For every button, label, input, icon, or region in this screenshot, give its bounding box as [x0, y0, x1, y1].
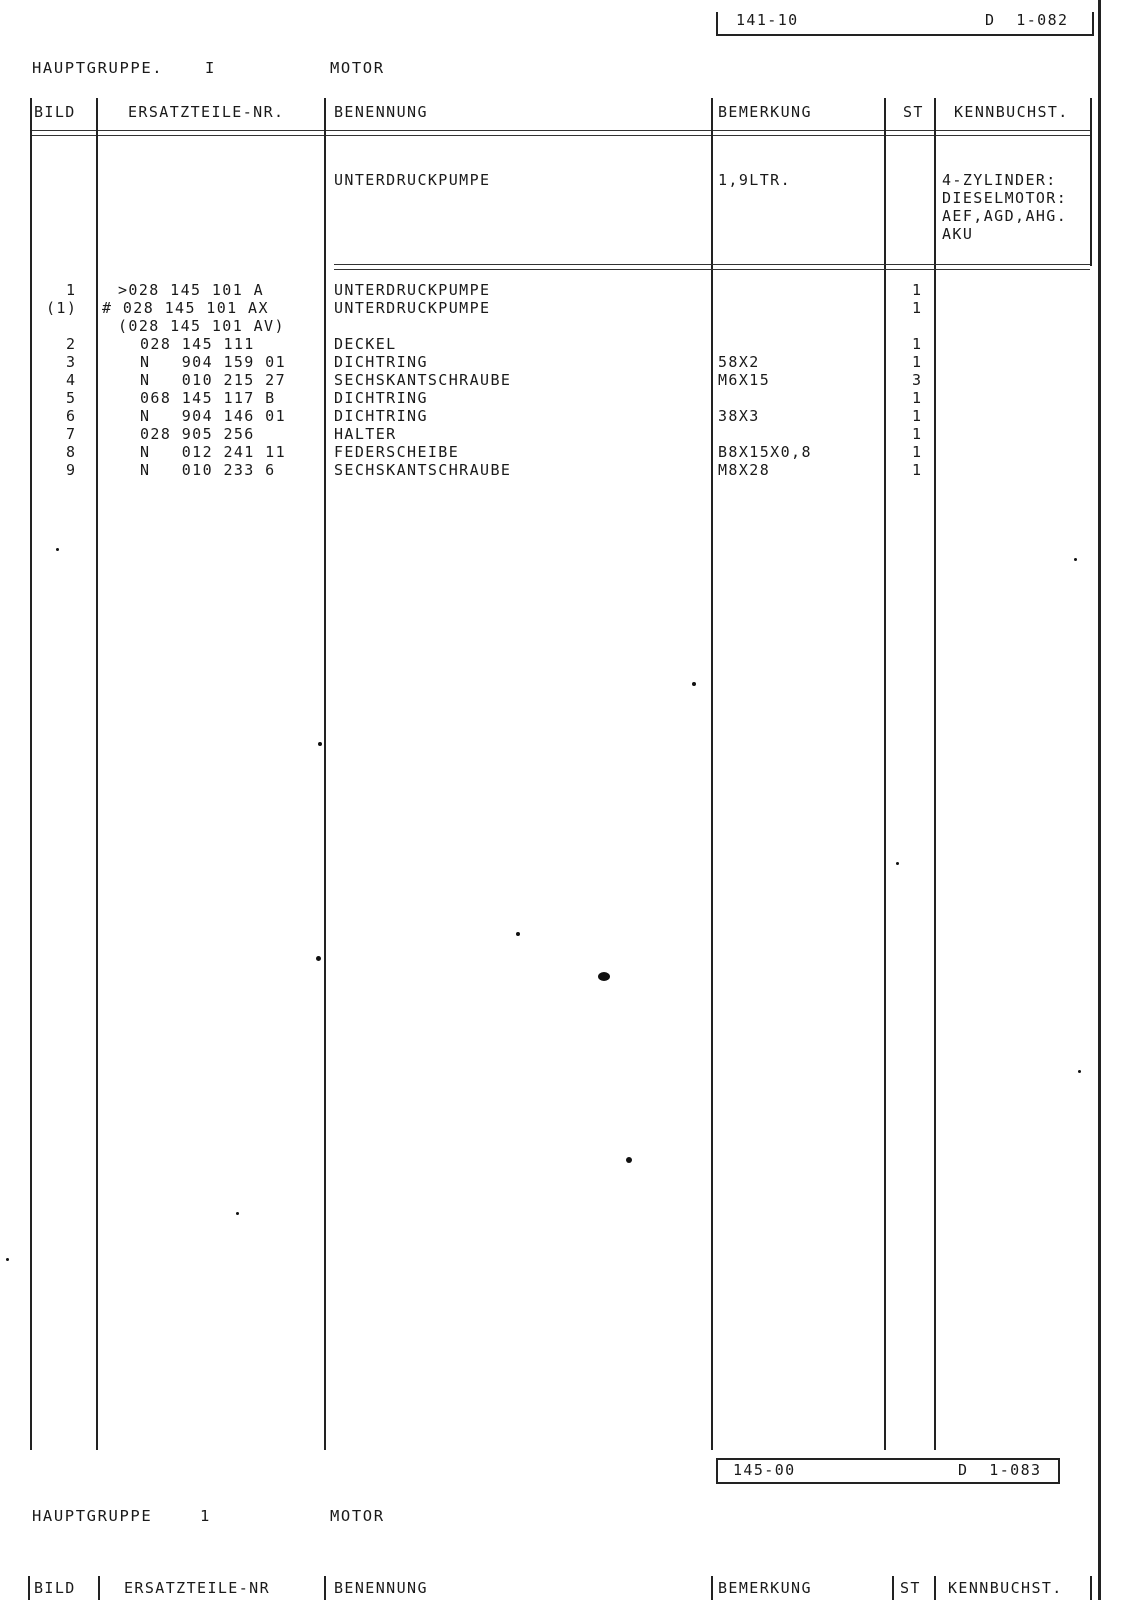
col-header-benennung: BENENNUNG: [334, 103, 428, 121]
next-hauptgruppe-label: HAUPTGRUPPE: [32, 1507, 153, 1525]
col-sep-bild: [96, 98, 98, 1450]
scan-speck: [896, 862, 899, 865]
scan-speck: [626, 1157, 632, 1163]
row-st: 1: [912, 425, 923, 443]
col-sep-right: [1090, 98, 1092, 266]
row-st: 1: [912, 461, 923, 479]
row-benennung: SECHSKANTSCHRAUBE: [334, 461, 512, 479]
row-bemerkung: B8X15X0,8: [718, 443, 812, 461]
row-st: 1: [912, 335, 923, 353]
next-col-sep-benennung: [711, 1576, 713, 1600]
row-part-number: N 904 146 01: [140, 407, 287, 425]
scan-speck: [236, 1212, 239, 1215]
row-part-number: >028 145 101 A: [118, 281, 265, 299]
row-st: 3: [912, 371, 923, 389]
col-header-ersatzteile: ERSATZTEILE-NR.: [128, 103, 285, 121]
row-part-number: 068 145 117 B: [140, 389, 276, 407]
col-header-st: ST: [903, 103, 924, 121]
col-sep-bemerkung: [884, 98, 886, 1450]
next-col-sep-right: [1090, 1576, 1092, 1600]
row-part-number: N 010 233 6: [140, 461, 276, 479]
header-double-rule: [32, 130, 1090, 136]
scan-speck: [516, 932, 520, 936]
section-bemerkung: 1,9LTR.: [718, 171, 792, 189]
row-bild: 8: [66, 443, 77, 461]
row-benennung: HALTER: [334, 425, 397, 443]
scan-speck: [1078, 1070, 1081, 1073]
next-page-title: MOTOR: [330, 1507, 385, 1525]
next-col-header-bemerkung: BEMERKUNG: [718, 1579, 812, 1597]
next-hauptgruppe-number: 1: [200, 1507, 211, 1525]
next-col-sep-st: [934, 1576, 936, 1600]
bottom-group-code: 145-00: [733, 1461, 796, 1479]
row-benennung: UNTERDRUCKPUMPE: [334, 299, 491, 317]
row-benennung: DECKEL: [334, 335, 397, 353]
section-double-rule: [334, 264, 1090, 270]
row-bild: 1: [66, 281, 77, 299]
row-part-number: N 012 241 11: [140, 443, 287, 461]
row-part-number: N 010 215 27: [140, 371, 287, 389]
col-sep-st: [934, 98, 936, 1450]
col-header-bemerkung: BEMERKUNG: [718, 103, 812, 121]
row-part-number: # 028 145 101 AX: [102, 299, 269, 317]
top-page-code: D 1-082: [985, 11, 1069, 29]
row-bild: 3: [66, 353, 77, 371]
row-benennung: DICHTRING: [334, 407, 428, 425]
scan-speck: [1074, 558, 1077, 561]
col-sep-left: [30, 98, 32, 1450]
row-bild: 6: [66, 407, 77, 425]
row-st: 1: [912, 281, 923, 299]
scan-speck: [316, 956, 321, 961]
next-col-header-bild: BILD: [34, 1579, 76, 1597]
row-bild: (1): [46, 299, 78, 317]
next-col-sep-ersatzteile: [324, 1576, 326, 1600]
section-kenn-line-4: AKU: [942, 225, 974, 243]
row-st: 1: [912, 443, 923, 461]
scan-speck: [598, 972, 610, 981]
row-benennung: UNTERDRUCKPUMPE: [334, 281, 491, 299]
scan-speck: [56, 548, 59, 551]
row-part-number: 028 145 111: [140, 335, 255, 353]
row-st: 1: [912, 299, 923, 317]
col-header-bild: BILD: [34, 103, 76, 121]
row-bild: 2: [66, 335, 77, 353]
row-part-number: 028 905 256: [140, 425, 255, 443]
top-group-code: 141-10: [736, 11, 799, 29]
next-col-header-ersatzteile: ERSATZTEILE-NR: [124, 1579, 271, 1597]
row-st: 1: [912, 353, 923, 371]
row-bild: 5: [66, 389, 77, 407]
row-st: 1: [912, 389, 923, 407]
row-benennung: SECHSKANTSCHRAUBE: [334, 371, 512, 389]
row-bild: 4: [66, 371, 77, 389]
row-st: 1: [912, 407, 923, 425]
row-benennung: FEDERSCHEIBE: [334, 443, 460, 461]
row-bemerkung: 58X2: [718, 353, 760, 371]
next-col-header-kennbuchst: KENNBUCHST.: [948, 1579, 1063, 1597]
hauptgruppe-label: HAUPTGRUPPE.: [32, 59, 164, 77]
section-kenn-line-3: AEF,AGD,AHG.: [942, 207, 1068, 225]
row-bemerkung: M6X15: [718, 371, 771, 389]
scan-speck: [6, 1258, 9, 1261]
section-kenn-line-1: 4-ZYLINDER:: [942, 171, 1057, 189]
row-bild: 9: [66, 461, 77, 479]
row-bemerkung: 38X3: [718, 407, 760, 425]
hauptgruppe-number: I: [205, 59, 216, 77]
section-benennung: UNTERDRUCKPUMPE: [334, 171, 491, 189]
right-margin-line: [1098, 0, 1101, 1600]
col-sep-benennung: [711, 98, 713, 1450]
row-bemerkung: M8X28: [718, 461, 771, 479]
scan-speck: [692, 682, 696, 686]
row-benennung: DICHTRING: [334, 389, 428, 407]
next-col-sep-bild: [98, 1576, 100, 1600]
section-kenn-line-2: DIESELMOTOR:: [942, 189, 1068, 207]
row-part-number: N 904 159 01: [140, 353, 287, 371]
col-header-kennbuchst: KENNBUCHST.: [954, 103, 1069, 121]
row-bild: 7: [66, 425, 77, 443]
row-part-number: (028 145 101 AV): [118, 317, 285, 335]
next-col-header-benennung: BENENNUNG: [334, 1579, 428, 1597]
bottom-page-code: D 1-083: [958, 1461, 1042, 1479]
scan-speck: [318, 742, 322, 746]
row-benennung: DICHTRING: [334, 353, 428, 371]
next-col-sep-left: [28, 1576, 30, 1600]
col-sep-ersatzteile: [324, 98, 326, 1450]
next-col-header-st: ST: [900, 1579, 921, 1597]
next-col-sep-bemerkung: [892, 1576, 894, 1600]
page-title: MOTOR: [330, 59, 385, 77]
